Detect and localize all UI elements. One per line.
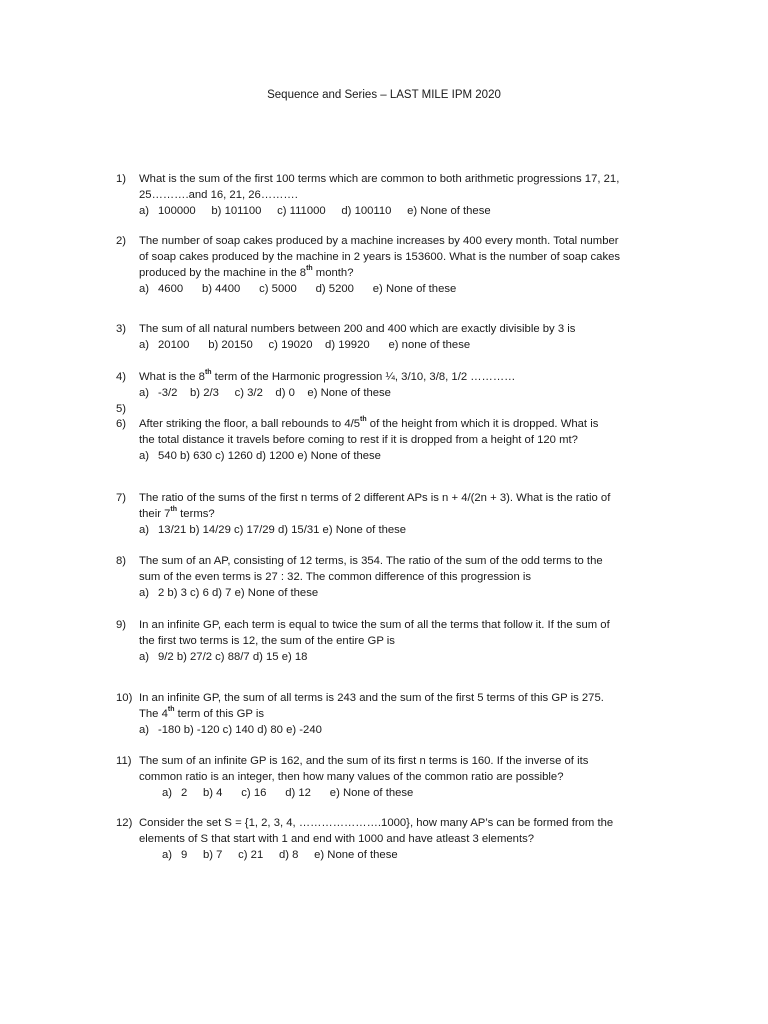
question-number: 1) [116, 173, 127, 185]
option-values: 4600 b) 4400 c) 5000 d) 5200 e) None of these [158, 283, 457, 295]
question-text: their 7th terms? [139, 506, 215, 520]
question-text: The ratio of the sums of the first n terms of 2 different APs is n + 4/(2n + 3). What is the ratio of [139, 492, 611, 504]
question-12 [116, 815, 676, 863]
question-text: The 4th term of this GP is [139, 706, 265, 720]
option-values: 540 b) 630 c) 1260 d) 1200 e) None of these [158, 450, 381, 462]
question-text: In an infinite GP, each term is equal to twice the sum of all the terms that follow it. If the sum of [139, 619, 610, 631]
answer-options [139, 722, 322, 738]
option-label: a) [139, 339, 150, 351]
question-2 [116, 233, 676, 297]
answer-options [139, 203, 491, 219]
question-6 [116, 416, 676, 464]
answer-options [139, 281, 456, 297]
question-text: What is the 8th term of the Harmonic progression ¼, 3/10, 3/8, 1/2 ………… [139, 369, 516, 383]
option-label: a) [139, 450, 150, 462]
question-text: What is the sum of the first 100 terms which are common to both arithmetic progressions 17, 21, [139, 173, 620, 185]
question-number: 7) [116, 492, 127, 504]
question-number: 2) [116, 235, 127, 247]
option-label: a) [139, 283, 150, 295]
answer-options [139, 522, 406, 538]
question-3 [116, 321, 676, 353]
question-text: 25……….and 16, 21, 26………. [139, 189, 298, 201]
option-values: 100000 b) 101100 c) 111000 d) 100110 e) None of these [158, 205, 491, 217]
answer-options [139, 585, 318, 601]
question-text: of soap cakes produced by the machine in 2 years is 153600. What is the number of soap cakes [139, 251, 621, 263]
option-values: 2 b) 3 c) 6 d) 7 e) None of these [158, 587, 319, 599]
answer-options [139, 448, 381, 464]
question-text: common ratio is an integer, then how many values of the common ratio are possible? [139, 771, 564, 783]
option-label: a) [139, 205, 150, 217]
option-label: a) [162, 849, 173, 861]
page-title: Sequence and Series – LAST MILE IPM 2020 [267, 89, 501, 101]
option-label: a) [139, 387, 150, 399]
question-number: 12) [116, 817, 133, 829]
option-label: a) [162, 787, 173, 799]
question-text: elements of S that start with 1 and end with 1000 and have atleast 3 elements? [139, 833, 535, 845]
option-label: a) [139, 524, 150, 536]
option-values: 9 b) 7 c) 21 d) 8 e) None of these [181, 849, 398, 861]
question-text: the first two terms is 12, the sum of the entire GP is [139, 635, 395, 647]
question-8 [116, 553, 676, 601]
question-number: 9) [116, 619, 127, 631]
question-11 [116, 753, 676, 801]
question-5 [116, 401, 676, 417]
option-values: -180 b) -120 c) 140 d) 80 e) -240 [158, 724, 322, 736]
question-number: 6) [116, 418, 127, 430]
question-text: produced by the machine in the 8th month? [139, 265, 354, 279]
question-7 [116, 490, 676, 538]
question-number: 3) [116, 323, 127, 335]
option-values: 2 b) 4 c) 16 d) 12 e) None of these [181, 787, 414, 799]
answer-options [139, 385, 391, 401]
question-text: sum of the even terms is 27 : 32. The common difference of this progression is [139, 571, 532, 583]
answer-options [139, 649, 307, 665]
question-number: 10) [116, 692, 133, 704]
question-number: 5) [116, 403, 127, 415]
question-number: 4) [116, 371, 127, 383]
question-text: After striking the floor, a ball rebounds to 4/5th of the height from which it is dropped. What is [139, 416, 599, 430]
question-text: In an infinite GP, the sum of all terms is 243 and the sum of the first 5 terms of this GP is 275. [139, 692, 604, 704]
option-label: a) [139, 587, 150, 599]
option-values: 9/2 b) 27/2 c) 88/7 d) 15 e) 18 [158, 651, 308, 663]
question-4 [116, 369, 676, 401]
option-label: a) [139, 724, 150, 736]
option-values: -3/2 b) 2/3 c) 3/2 d) 0 e) None of these [158, 387, 391, 399]
question-text: The number of soap cakes produced by a machine increases by 400 every month. Total number [139, 235, 619, 247]
question-text: The sum of all natural numbers between 200 and 400 which are exactly divisible by 3 is [139, 323, 576, 335]
option-values: 20100 b) 20150 c) 19020 d) 19920 e) none of these [158, 339, 471, 351]
question-number: 11) [116, 755, 132, 767]
question-text: Consider the set S = {1, 2, 3, 4, ………………….1000}, how many AP’s can be formed from the [139, 817, 614, 829]
answer-options [162, 847, 398, 863]
question-text: the total distance it travels before coming to rest if it is dropped from a height of 120 mt? [139, 434, 578, 446]
question-1 [116, 171, 676, 219]
question-number: 8) [116, 555, 127, 567]
answer-options [162, 785, 413, 801]
question-text: The sum of an AP, consisting of 12 terms, is 354. The ratio of the sum of the odd terms to the [139, 555, 603, 567]
question-9 [116, 617, 676, 665]
option-label: a) [139, 651, 150, 663]
answer-options [139, 337, 470, 353]
question-text: The sum of an infinite GP is 162, and the sum of its first n terms is 160. If the inverse of its [139, 755, 589, 767]
question-10 [116, 690, 676, 738]
option-values: 13/21 b) 14/29 c) 17/29 d) 15/31 e) None of these [158, 524, 407, 536]
